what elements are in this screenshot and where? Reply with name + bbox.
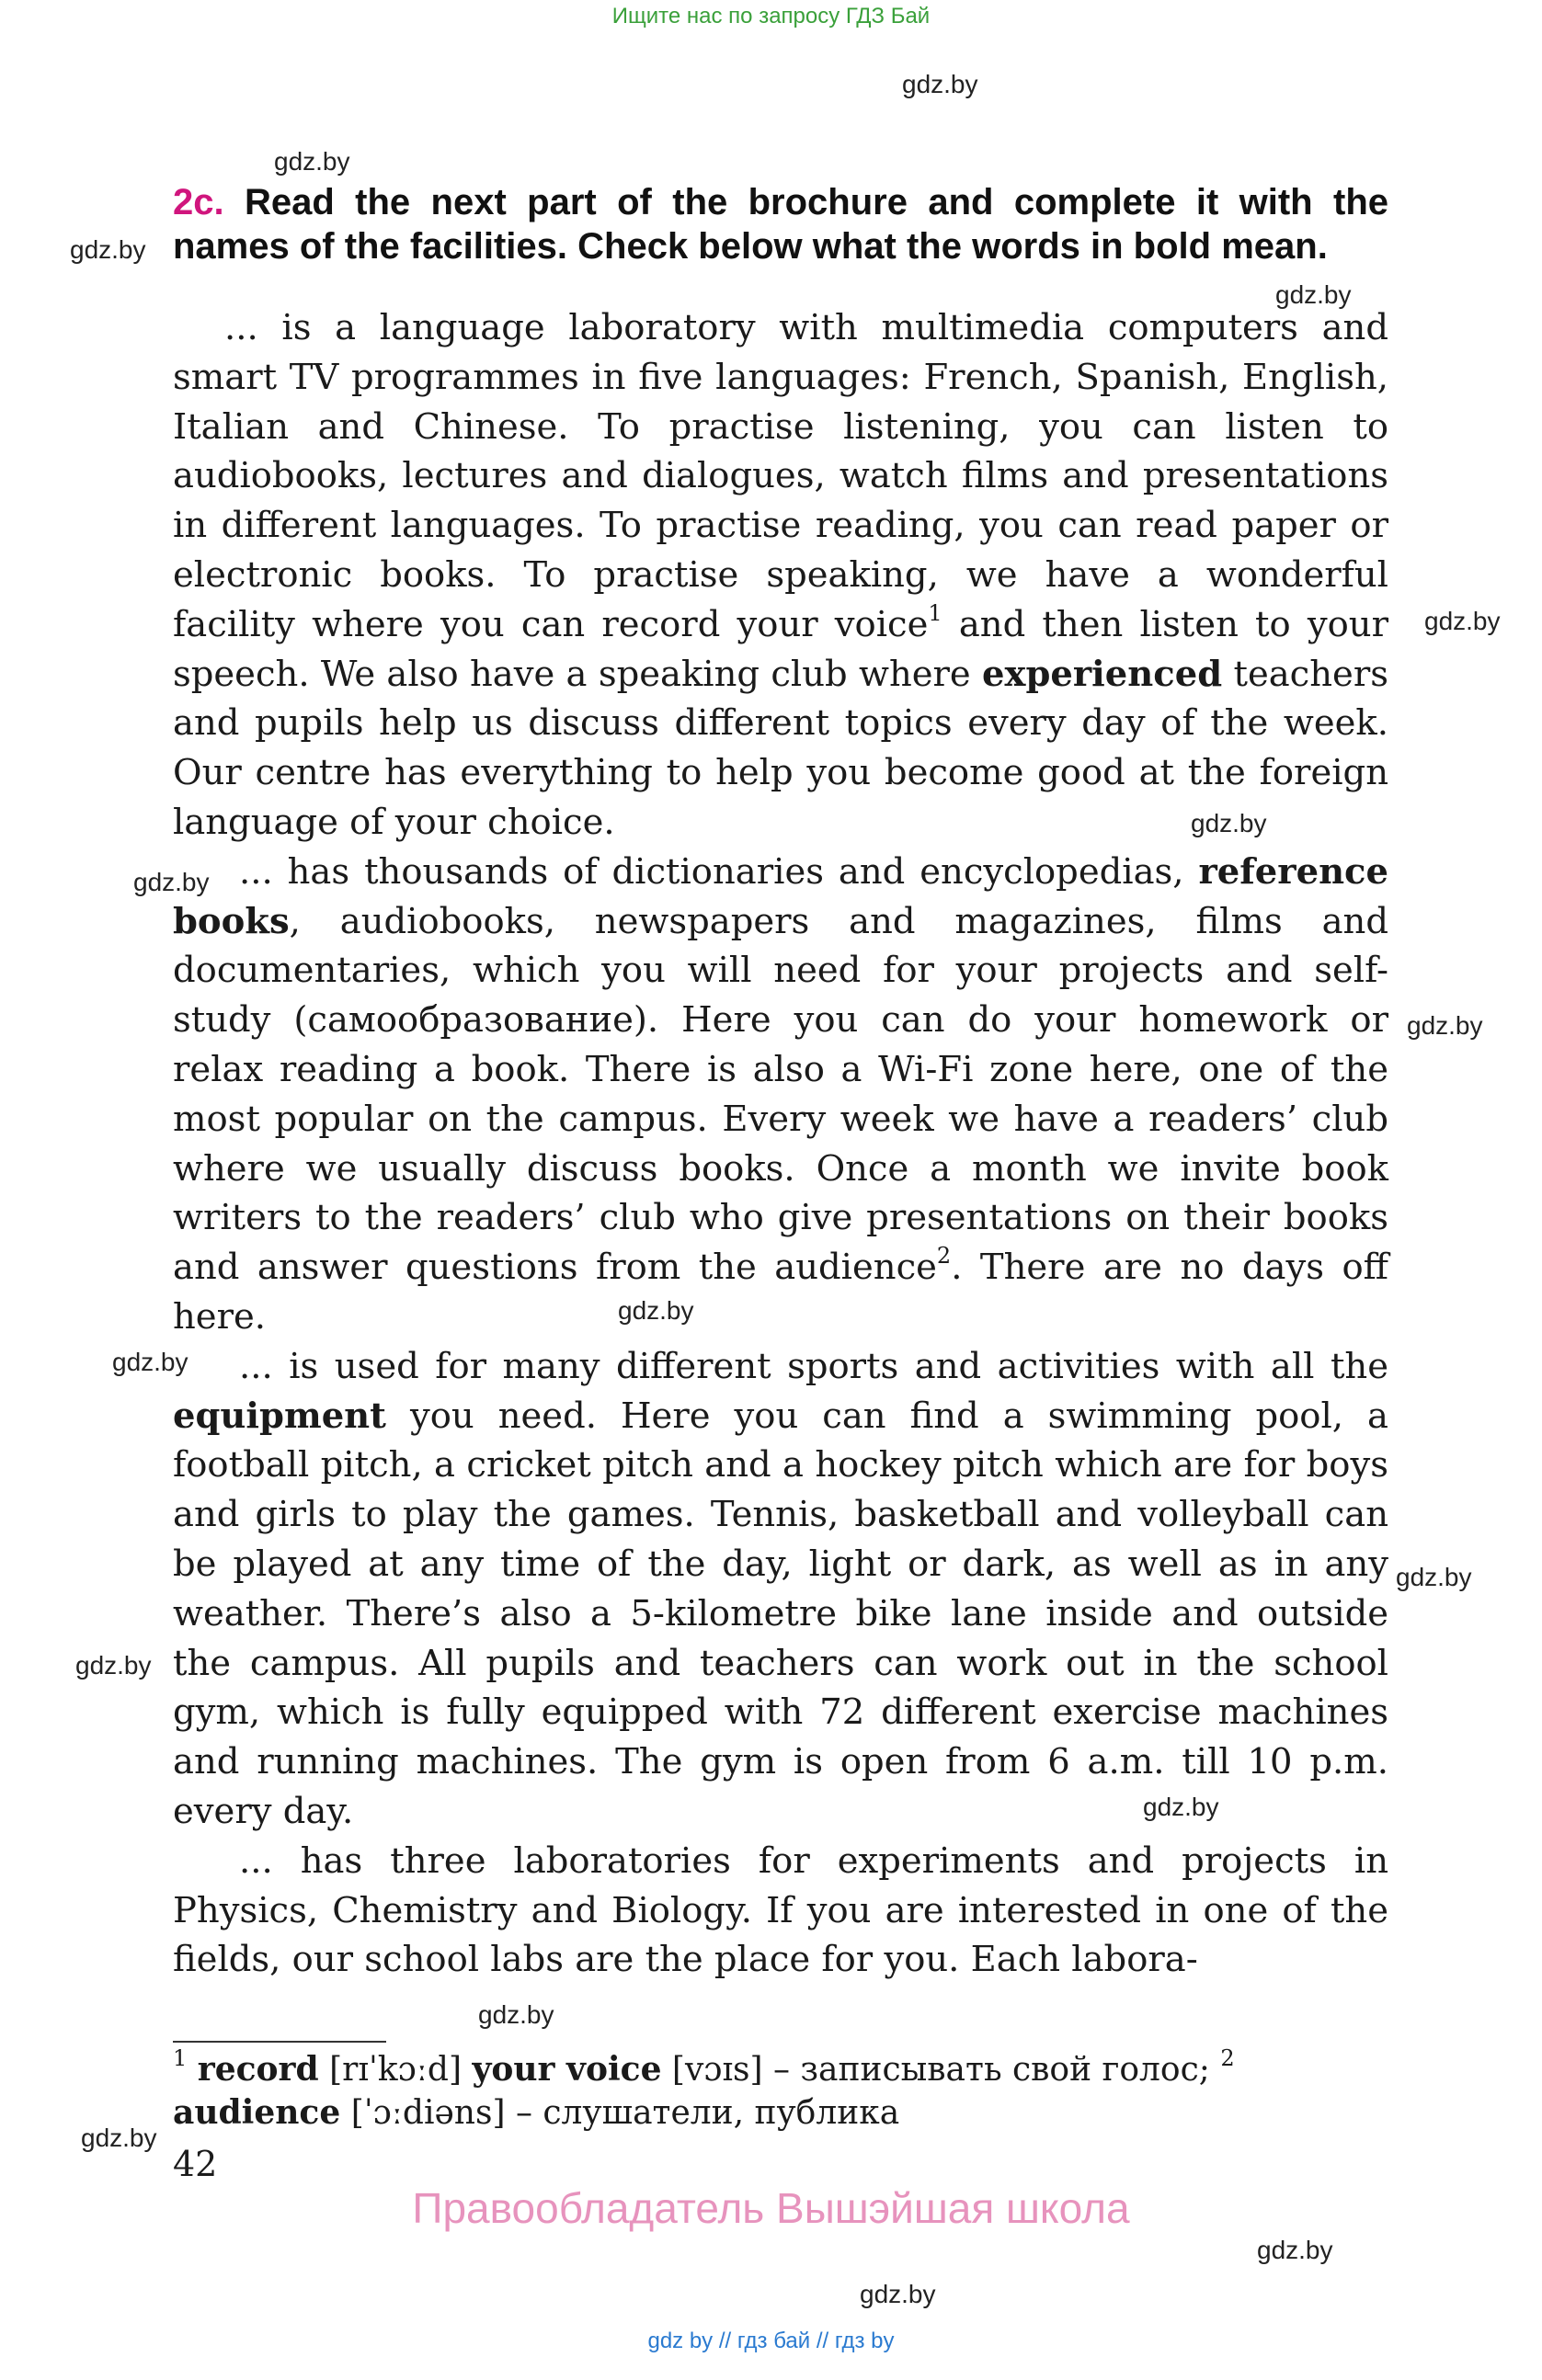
text-run: you need. Here you can find a swimming pool, a football pitch, a cricket pitch and a hockey pitch which are for boys and girls to play the games. Tennis, basketball and volleyball can be played at any time of the day, light or dark, as well as in any weather. There’s also a 5-kilometre bike lane inside and outside the campus. All pupils and teachers can work out in the school gym, which is fully equipped with 72 different exercise machines and running machines. The gym is open from 6 a.m. till 10 p.m. every day. bbox=[173, 1395, 1388, 1832]
footnote-number: 1 bbox=[173, 2045, 188, 2071]
text-run: and then listen to your speech. We also have a speaking club where bbox=[173, 603, 1388, 695]
watermark: gdz.by bbox=[618, 1296, 694, 1325]
watermark: gdz.by bbox=[1396, 1563, 1472, 1591]
footnote-text: [vɔɪs] – записывать свой голос; bbox=[661, 2051, 1221, 2089]
task-text: Read the next part of the brochure and complete it with the names of the facilities. Check below what the words in bold mean. bbox=[173, 182, 1388, 267]
copyright-notice: Правообладатель Вышэйшая школа bbox=[412, 2184, 1130, 2232]
brochure-text bbox=[173, 303, 1388, 1985]
text-run: . There are no days off here. bbox=[173, 1247, 1388, 1338]
footnote-text: [ˈɔːdiəns] – слушатели, публика bbox=[340, 2094, 900, 2132]
footnotes bbox=[173, 2045, 1388, 2135]
watermark: gdz.by bbox=[478, 2000, 554, 2029]
watermark: gdz.by bbox=[133, 868, 210, 896]
text-run: ... has thousands of dictionaries and encyclopedias, bbox=[239, 850, 1199, 893]
paragraph-library bbox=[173, 848, 1388, 1342]
bold-term: equipment bbox=[173, 1395, 386, 1437]
task-number: 2c. bbox=[173, 182, 224, 222]
footnote-ref: 1 bbox=[928, 599, 942, 626]
text-run: ... is a language laboratory with multimedia computers and smart TV programmes in five languages: French, Spanish, English, Italian and Chinese. To practise listening, you can listen to audiobooks, lectures and dialogues, watch films and presentations in different languages. To practise reading, you can read paper or electronic books. To practise speaking, we have a wonderful facility where you can record your voice bbox=[173, 307, 1388, 645]
footnote-number: 2 bbox=[1220, 2045, 1235, 2071]
text-run: teachers and pupils help us discuss different topics every day of the week. Our centre has everything to help you become good at the foreign language of your choice. bbox=[173, 653, 1388, 843]
watermark: gdz.by bbox=[860, 2280, 936, 2308]
watermark: gdz.by bbox=[70, 235, 146, 264]
footnote-text: [rɪˈkɔːd] bbox=[318, 2051, 473, 2089]
watermark: gdz.by bbox=[1424, 607, 1501, 635]
footnote-term: audience bbox=[173, 2093, 341, 2132]
footnote-term: your voice bbox=[472, 2050, 662, 2089]
paragraph-labs bbox=[173, 1837, 1388, 1985]
watermark: gdz.by bbox=[1191, 809, 1267, 837]
watermark: gdz.by bbox=[902, 70, 978, 98]
watermark: gdz.by bbox=[1143, 1793, 1219, 1821]
footnote-divider bbox=[173, 2041, 386, 2043]
watermark: gdz.by bbox=[1257, 2236, 1333, 2264]
text-run: ... has three laboratories for experiments and projects in Physics, Chemistry and Biology. If you are interested in one of the fields, our school labs are the place for you. Each labora- bbox=[173, 1839, 1388, 1981]
footnote-term: record bbox=[197, 2050, 319, 2089]
watermark: gdz.by bbox=[112, 1348, 188, 1376]
footnote-ref: 2 bbox=[936, 1243, 952, 1270]
page-number: 42 bbox=[173, 2144, 218, 2184]
text-run: , audiobooks, newspapers and magazines, films and documentaries, which you will need for your projects and self-study (самообразование). Here you can do your homework or relax reading a book. There is also a Wi-Fi zone here, one of the most popular on the campus. Every week we have a readers’ club where we usually discuss books. Once a month we invite book writers to the readers’ club who give presentations on their books and answer questions from the audience bbox=[173, 900, 1388, 1289]
top-banner[interactable]: Ищите нас по запросу ГДЗ Бай bbox=[611, 4, 931, 28]
task-heading bbox=[173, 180, 1388, 268]
watermark: gdz.by bbox=[1407, 1011, 1483, 1040]
paragraph-sports bbox=[173, 1342, 1388, 1837]
text-run: ... is used for many different sports and activities with all the bbox=[239, 1345, 1388, 1387]
paragraph-language-lab bbox=[173, 303, 1388, 848]
watermark: gdz.by bbox=[274, 147, 350, 176]
bold-term: experienced bbox=[982, 653, 1223, 695]
bottom-banner[interactable]: gdz by // гдз бай // гдз by bbox=[647, 2329, 895, 2353]
watermark: gdz.by bbox=[1275, 280, 1352, 309]
watermark: gdz.by bbox=[75, 1651, 152, 1680]
bold-term: reference books bbox=[173, 850, 1388, 942]
watermark: gdz.by bbox=[81, 2124, 157, 2152]
